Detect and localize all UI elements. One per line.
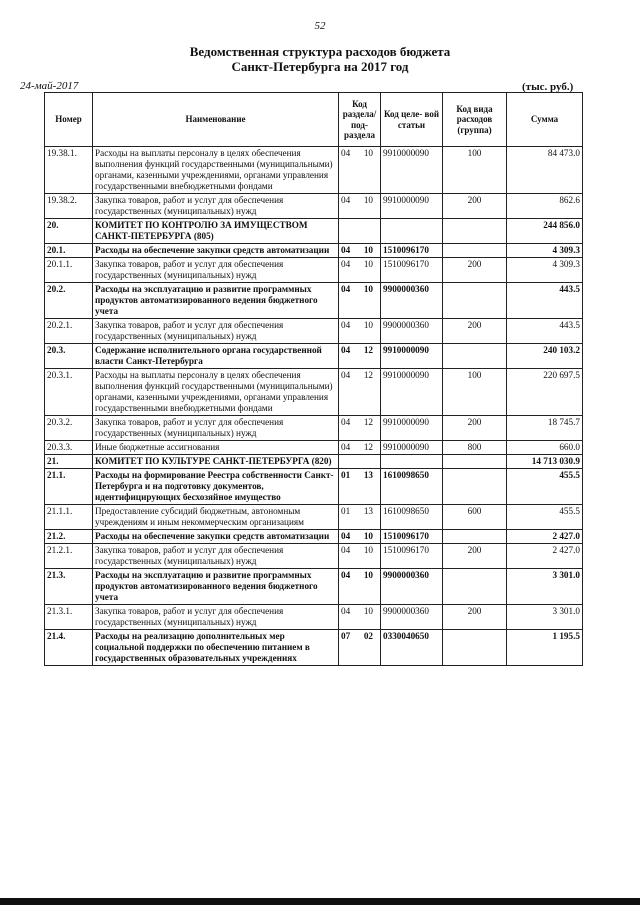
row-expense-type: [443, 630, 507, 666]
title-line-2: Санкт-Петербурга на 2017 год: [231, 59, 409, 74]
row-section-code: [339, 505, 381, 530]
row-number: 20.3.2.: [45, 416, 93, 441]
row-section-code: [339, 469, 381, 505]
row-subsection: 12: [363, 370, 373, 380]
row-section: 04: [341, 284, 351, 294]
row-section: 04: [341, 320, 351, 330]
header-name: Наименование: [93, 93, 339, 147]
row-sum: 1 195.5: [507, 630, 583, 666]
table-row: [45, 544, 583, 569]
header-section: Код раздела/ под- раздела: [339, 93, 381, 147]
row-expense-type: [443, 283, 507, 319]
row-name: Закупка товаров, работ и услуг для обеспечения государственных (муниципальных) нужд: [93, 319, 339, 344]
row-section-code: [339, 530, 381, 544]
row-number: 21.2.: [45, 530, 93, 544]
row-name: Расходы на обеспечение закупки средств автоматизации: [93, 530, 339, 544]
row-subsection: 10: [363, 606, 373, 616]
table-row: [45, 244, 583, 258]
row-section: 04: [341, 545, 351, 555]
row-article-code: 1610098650: [381, 469, 443, 505]
row-section-code: [339, 283, 381, 319]
row-name: Закупка товаров, работ и услуг для обеспечения государственных (муниципальных) нужд: [93, 605, 339, 630]
row-expense-type: 100: [443, 369, 507, 416]
row-sum: 4 309.3: [507, 258, 583, 283]
table-row: [45, 505, 583, 530]
row-number: 20.1.: [45, 244, 93, 258]
row-subsection: 12: [363, 442, 373, 452]
row-expense-type: 200: [443, 416, 507, 441]
row-section-code: [339, 369, 381, 416]
row-subsection: 12: [363, 417, 373, 427]
row-section: 04: [341, 417, 351, 427]
row-number: 21.2.1.: [45, 544, 93, 569]
row-subsection: 10: [363, 259, 373, 269]
row-number: 21.1.: [45, 469, 93, 505]
row-section: 04: [341, 245, 351, 255]
row-subsection: 02: [363, 631, 373, 641]
row-subsection: 13: [363, 506, 373, 516]
row-name: Закупка товаров, работ и услуг для обеспечения государственных (муниципальных) нужд: [93, 258, 339, 283]
row-number: 21.: [45, 455, 93, 469]
row-subsection: 10: [363, 148, 373, 158]
row-subsection: 10: [363, 284, 373, 294]
row-section-code: [339, 344, 381, 369]
header-expense-type: Код вида расходов (группа): [443, 93, 507, 147]
row-name: Расходы на эксплуатацию и развитие программных продуктов автоматизированного ведения бюджетного учета: [93, 569, 339, 605]
row-name: КОМИТЕТ ПО КУЛЬТУРЕ САНКТ-ПЕТЕРБУРГА (820): [93, 455, 339, 469]
row-article-code: 9900000360: [381, 319, 443, 344]
table-row: [45, 219, 583, 244]
row-section-code: [339, 605, 381, 630]
row-section: 01: [341, 470, 351, 480]
table-row: [45, 569, 583, 605]
row-section-code: [339, 319, 381, 344]
row-sum: 443.5: [507, 319, 583, 344]
table-header-row: [45, 93, 583, 147]
row-section: 01: [341, 506, 351, 516]
row-number: 20.1.1.: [45, 258, 93, 283]
row-article-code: 9900000360: [381, 283, 443, 319]
row-article-code: 9910000090: [381, 441, 443, 455]
row-section: 04: [341, 148, 351, 158]
row-expense-type: [443, 455, 507, 469]
row-section-code: [339, 544, 381, 569]
header-number: Номер: [45, 93, 93, 147]
row-subsection: 13: [363, 470, 373, 480]
row-expense-type: 200: [443, 194, 507, 219]
row-expense-type: 100: [443, 147, 507, 194]
row-section: 04: [341, 345, 351, 355]
row-number: 20.3.3.: [45, 441, 93, 455]
table-row: [45, 147, 583, 194]
row-number: 19.38.1.: [45, 147, 93, 194]
table-row: [45, 469, 583, 505]
table-row: [45, 283, 583, 319]
row-section: 04: [341, 259, 351, 269]
budget-table: [44, 92, 583, 666]
row-expense-type: [443, 569, 507, 605]
row-section-code: [339, 569, 381, 605]
row-subsection: 10: [363, 545, 373, 555]
row-number: 20.2.: [45, 283, 93, 319]
page-number: 52: [314, 20, 326, 32]
row-sum: 220 697.5: [507, 369, 583, 416]
row-number: 21.4.: [45, 630, 93, 666]
row-article-code: 0330040650: [381, 630, 443, 666]
row-name: Расходы на реализацию дополнительных мер социальной поддержки по обеспечению питанием в государственных образовательных учреждениях: [93, 630, 339, 666]
header-sum: Сумма: [507, 93, 583, 147]
title-line-1: Ведомственная структура расходов бюджета: [189, 44, 451, 59]
row-expense-type: [443, 244, 507, 258]
row-article-code: 9900000360: [381, 569, 443, 605]
row-expense-type: 600: [443, 505, 507, 530]
row-section-code: [339, 455, 381, 469]
row-sum: 18 745.7: [507, 416, 583, 441]
row-sum: 244 856.0: [507, 219, 583, 244]
row-expense-type: [443, 344, 507, 369]
row-subsection: 10: [363, 570, 373, 580]
table-row: [45, 630, 583, 666]
row-section: 04: [341, 442, 351, 452]
row-number: 21.3.1.: [45, 605, 93, 630]
row-article-code: 9910000090: [381, 344, 443, 369]
row-name: Закупка товаров, работ и услуг для обеспечения государственных (муниципальных) нужд: [93, 544, 339, 569]
row-name: Закупка товаров, работ и услуг для обеспечения государственных (муниципальных) нужд: [93, 194, 339, 219]
row-sum: 3 301.0: [507, 605, 583, 630]
row-sum: 455.5: [507, 505, 583, 530]
row-article-code: [381, 455, 443, 469]
row-name: Закупка товаров, работ и услуг для обеспечения государственных (муниципальных) нужд: [93, 416, 339, 441]
row-number: 21.1.1.: [45, 505, 93, 530]
row-name: Содержание исполнительного органа государственной власти Санкт-Петербурга: [93, 344, 339, 369]
row-sum: 455.5: [507, 469, 583, 505]
row-name: Расходы на формирование Реестра собственности Санкт-Петербурга и на подготовку документов, идентифицирующих бесхозяйное имущество: [93, 469, 339, 505]
row-sum: 240 103.2: [507, 344, 583, 369]
row-expense-type: 200: [443, 544, 507, 569]
row-sum: 14 713 030.9: [507, 455, 583, 469]
row-section: 04: [341, 370, 351, 380]
table-row: [45, 441, 583, 455]
row-sum: 2 427.0: [507, 530, 583, 544]
table-row: [45, 369, 583, 416]
row-sum: 84 473.0: [507, 147, 583, 194]
row-number: 19.38.2.: [45, 194, 93, 219]
row-section: 07: [341, 631, 351, 641]
row-name: Расходы на выплаты персоналу в целях обеспечения выполнения функций государственными (муниципальными) органами, казенными учреждениями, органами управления государственными внебюджетными фондами: [93, 369, 339, 416]
row-section-code: [339, 244, 381, 258]
row-section: 04: [341, 570, 351, 580]
row-article-code: 9910000090: [381, 416, 443, 441]
row-number: 20.3.1.: [45, 369, 93, 416]
document-date: 24-май-2017: [20, 80, 79, 92]
row-number: 20.3.: [45, 344, 93, 369]
row-sum: 4 309.3: [507, 244, 583, 258]
row-section-code: [339, 194, 381, 219]
units-label: (тыс. руб.): [522, 81, 574, 93]
row-section: 04: [341, 531, 351, 541]
row-section-code: [339, 147, 381, 194]
row-sum: 443.5: [507, 283, 583, 319]
row-name: Предоставление субсидий бюджетным, автономным учреждениям и иным некоммерческим организациям: [93, 505, 339, 530]
row-section-code: [339, 219, 381, 244]
row-sum: 660.0: [507, 441, 583, 455]
row-expense-type: 200: [443, 605, 507, 630]
row-section-code: [339, 441, 381, 455]
row-section-code: [339, 258, 381, 283]
row-article-code: 9910000090: [381, 194, 443, 219]
row-sum: 3 301.0: [507, 569, 583, 605]
row-section: 04: [341, 195, 351, 205]
table-row: [45, 416, 583, 441]
row-subsection: 10: [363, 531, 373, 541]
row-article-code: 9910000090: [381, 147, 443, 194]
row-section-code: [339, 416, 381, 441]
scan-edge-bar: [0, 898, 640, 905]
row-expense-type: [443, 219, 507, 244]
table-row: [45, 319, 583, 344]
table-row: [45, 344, 583, 369]
row-expense-type: 200: [443, 319, 507, 344]
row-subsection: 10: [363, 320, 373, 330]
row-sum: 862.6: [507, 194, 583, 219]
table-row: [45, 530, 583, 544]
page-title: [0, 44, 640, 74]
row-expense-type: [443, 530, 507, 544]
row-subsection: 10: [363, 245, 373, 255]
row-article-code: 9910000090: [381, 369, 443, 416]
row-expense-type: 200: [443, 258, 507, 283]
table-row: [45, 258, 583, 283]
row-article-code: [381, 219, 443, 244]
row-expense-type: 800: [443, 441, 507, 455]
row-subsection: 12: [363, 345, 373, 355]
row-name: КОМИТЕТ ПО КОНТРОЛЮ ЗА ИМУЩЕСТВОМ САНКТ-ПЕТЕРБУРГА (805): [93, 219, 339, 244]
row-article-code: 1510096170: [381, 244, 443, 258]
row-sum: 2 427.0: [507, 544, 583, 569]
row-number: 20.: [45, 219, 93, 244]
table-row: [45, 455, 583, 469]
row-article-code: 9900000360: [381, 605, 443, 630]
row-number: 20.2.1.: [45, 319, 93, 344]
row-name: Расходы на эксплуатацию и развитие программных продуктов автоматизированного ведения бюджетного учета: [93, 283, 339, 319]
row-article-code: 1510096170: [381, 258, 443, 283]
row-name: Расходы на выплаты персоналу в целях обеспечения выполнения функций государственными (муниципальными) органами, казенными учреждениями, органами управления государственными внебюджетными фондами: [93, 147, 339, 194]
row-article-code: 1510096170: [381, 544, 443, 569]
header-article: Код целе- вой статьи: [381, 93, 443, 147]
row-name: Расходы на обеспечение закупки средств автоматизации: [93, 244, 339, 258]
row-name: Иные бюджетные ассигнования: [93, 441, 339, 455]
row-article-code: 1510096170: [381, 530, 443, 544]
table-row: [45, 605, 583, 630]
row-section-code: [339, 630, 381, 666]
row-subsection: 10: [363, 195, 373, 205]
row-article-code: 1610098650: [381, 505, 443, 530]
row-section: 04: [341, 606, 351, 616]
row-expense-type: [443, 469, 507, 505]
table-row: [45, 194, 583, 219]
row-number: 21.3.: [45, 569, 93, 605]
